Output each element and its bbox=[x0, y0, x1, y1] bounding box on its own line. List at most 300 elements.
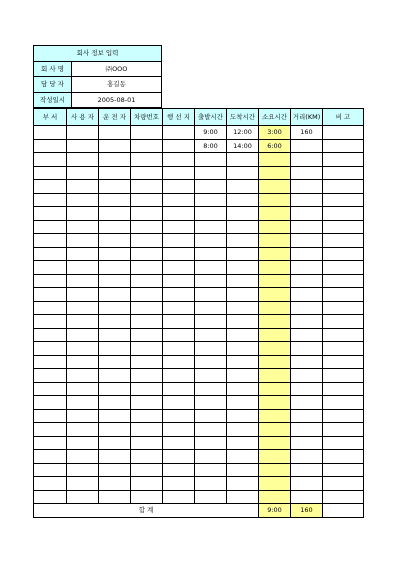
table-cell[interactable] bbox=[323, 288, 364, 302]
table-cell[interactable] bbox=[195, 328, 227, 342]
table-cell[interactable] bbox=[259, 153, 291, 167]
table-cell[interactable] bbox=[163, 193, 195, 207]
table-cell[interactable] bbox=[131, 247, 163, 261]
table-cell[interactable] bbox=[227, 247, 259, 261]
table-cell[interactable] bbox=[131, 180, 163, 194]
table-cell[interactable] bbox=[34, 355, 67, 369]
table-cell[interactable] bbox=[99, 477, 131, 491]
table-cell[interactable] bbox=[34, 247, 67, 261]
table-cell[interactable] bbox=[34, 274, 67, 288]
table-cell[interactable] bbox=[227, 369, 259, 383]
table-cell[interactable] bbox=[195, 409, 227, 423]
table-cell[interactable] bbox=[67, 207, 99, 221]
table-cell[interactable] bbox=[99, 382, 131, 396]
table-cell[interactable] bbox=[163, 234, 195, 248]
table-cell[interactable]: 3:00 bbox=[259, 126, 291, 140]
table-cell[interactable] bbox=[195, 369, 227, 383]
table-cell[interactable] bbox=[291, 180, 323, 194]
table-cell[interactable] bbox=[163, 288, 195, 302]
table-cell[interactable] bbox=[291, 463, 323, 477]
table-cell[interactable] bbox=[131, 153, 163, 167]
table-cell[interactable] bbox=[99, 261, 131, 275]
table-cell[interactable] bbox=[227, 436, 259, 450]
table-cell[interactable] bbox=[291, 382, 323, 396]
table-cell[interactable] bbox=[323, 207, 364, 221]
table-cell[interactable] bbox=[34, 436, 67, 450]
table-cell[interactable] bbox=[227, 409, 259, 423]
table-cell[interactable] bbox=[34, 369, 67, 383]
table-cell[interactable] bbox=[323, 247, 364, 261]
table-cell[interactable] bbox=[259, 166, 291, 180]
table-cell[interactable] bbox=[131, 423, 163, 437]
table-cell[interactable] bbox=[227, 261, 259, 275]
table-cell[interactable] bbox=[323, 193, 364, 207]
table-cell[interactable] bbox=[67, 220, 99, 234]
table-cell[interactable] bbox=[323, 166, 364, 180]
table-cell[interactable] bbox=[227, 166, 259, 180]
table-cell[interactable] bbox=[163, 261, 195, 275]
table-cell[interactable] bbox=[195, 423, 227, 437]
table-cell[interactable] bbox=[67, 423, 99, 437]
table-cell[interactable] bbox=[99, 180, 131, 194]
table-cell[interactable] bbox=[67, 490, 99, 504]
table-cell[interactable] bbox=[67, 355, 99, 369]
table-cell[interactable] bbox=[259, 477, 291, 491]
table-cell[interactable] bbox=[131, 315, 163, 329]
table-cell[interactable] bbox=[259, 315, 291, 329]
table-cell[interactable] bbox=[34, 396, 67, 410]
table-header-row bbox=[34, 109, 364, 126]
table-cell[interactable] bbox=[34, 315, 67, 329]
table-cell[interactable] bbox=[163, 153, 195, 167]
table-cell[interactable] bbox=[67, 274, 99, 288]
table-cell[interactable] bbox=[163, 207, 195, 221]
table-cell[interactable] bbox=[163, 274, 195, 288]
table-cell[interactable] bbox=[291, 261, 323, 275]
table-cell[interactable] bbox=[323, 342, 364, 356]
table-cell[interactable] bbox=[291, 409, 323, 423]
table-cell[interactable] bbox=[323, 220, 364, 234]
table-cell[interactable] bbox=[163, 396, 195, 410]
table-cell[interactable] bbox=[195, 450, 227, 464]
table-cell[interactable] bbox=[259, 463, 291, 477]
table-cell[interactable] bbox=[67, 396, 99, 410]
table-cell[interactable] bbox=[99, 220, 131, 234]
table-cell[interactable] bbox=[34, 261, 67, 275]
table-cell[interactable] bbox=[291, 315, 323, 329]
table-cell[interactable] bbox=[131, 193, 163, 207]
table-cell[interactable] bbox=[131, 207, 163, 221]
column-header: 도착시간 bbox=[227, 109, 259, 126]
table-row bbox=[34, 450, 364, 464]
table-cell[interactable] bbox=[195, 315, 227, 329]
table-row bbox=[34, 220, 364, 234]
table-cell[interactable] bbox=[99, 139, 131, 153]
table-cell[interactable] bbox=[227, 423, 259, 437]
table-cell[interactable] bbox=[291, 274, 323, 288]
table-cell[interactable] bbox=[34, 301, 67, 315]
total-duration: 9:00 bbox=[259, 504, 291, 518]
table-cell[interactable] bbox=[163, 342, 195, 356]
table-cell[interactable] bbox=[163, 463, 195, 477]
table-cell[interactable] bbox=[99, 288, 131, 302]
table-cell[interactable] bbox=[67, 382, 99, 396]
table-cell[interactable] bbox=[34, 220, 67, 234]
table-cell[interactable] bbox=[291, 342, 323, 356]
table-cell[interactable] bbox=[195, 288, 227, 302]
table-cell[interactable] bbox=[323, 328, 364, 342]
table-cell[interactable] bbox=[227, 220, 259, 234]
table-cell[interactable] bbox=[131, 288, 163, 302]
table-cell[interactable] bbox=[99, 153, 131, 167]
table-cell[interactable] bbox=[131, 409, 163, 423]
table-cell[interactable] bbox=[131, 369, 163, 383]
table-cell[interactable] bbox=[67, 166, 99, 180]
table-cell[interactable] bbox=[67, 436, 99, 450]
table-cell[interactable] bbox=[163, 409, 195, 423]
table-cell[interactable] bbox=[227, 180, 259, 194]
table-cell[interactable] bbox=[67, 153, 99, 167]
table-cell[interactable] bbox=[34, 288, 67, 302]
table-cell[interactable] bbox=[323, 355, 364, 369]
table-cell[interactable]: 160 bbox=[291, 126, 323, 140]
table-cell[interactable] bbox=[195, 490, 227, 504]
table-cell[interactable] bbox=[323, 153, 364, 167]
table-cell[interactable] bbox=[291, 490, 323, 504]
column-header: 사 용 자 bbox=[67, 109, 99, 126]
table-cell[interactable]: 9:00 bbox=[195, 126, 227, 140]
table-cell[interactable] bbox=[291, 328, 323, 342]
table-cell[interactable] bbox=[131, 234, 163, 248]
table-cell[interactable] bbox=[99, 274, 131, 288]
table-cell[interactable] bbox=[163, 315, 195, 329]
table-cell[interactable] bbox=[34, 450, 67, 464]
table-cell[interactable] bbox=[323, 369, 364, 383]
table-cell[interactable] bbox=[67, 180, 99, 194]
table-cell[interactable] bbox=[323, 139, 364, 153]
table-cell[interactable] bbox=[131, 450, 163, 464]
table-cell[interactable] bbox=[323, 409, 364, 423]
table-cell[interactable] bbox=[163, 355, 195, 369]
table-cell[interactable] bbox=[163, 247, 195, 261]
table-cell[interactable] bbox=[34, 193, 67, 207]
table-cell[interactable] bbox=[131, 342, 163, 356]
total-note[interactable] bbox=[323, 504, 364, 518]
table-cell[interactable] bbox=[131, 166, 163, 180]
table-cell[interactable] bbox=[163, 477, 195, 491]
table-cell[interactable] bbox=[291, 193, 323, 207]
table-cell[interactable] bbox=[259, 288, 291, 302]
table-cell[interactable] bbox=[323, 261, 364, 275]
table-cell[interactable] bbox=[323, 477, 364, 491]
table-cell[interactable] bbox=[227, 463, 259, 477]
table-cell[interactable] bbox=[323, 396, 364, 410]
table-cell[interactable] bbox=[323, 180, 364, 194]
table-cell[interactable] bbox=[163, 139, 195, 153]
table-cell[interactable] bbox=[195, 274, 227, 288]
table-cell[interactable] bbox=[67, 315, 99, 329]
table-cell[interactable] bbox=[195, 463, 227, 477]
table-cell[interactable] bbox=[99, 369, 131, 383]
table-cell[interactable] bbox=[99, 126, 131, 140]
table-cell[interactable] bbox=[227, 355, 259, 369]
table-cell[interactable] bbox=[259, 261, 291, 275]
manager-label: 담 당 자 bbox=[34, 77, 72, 93]
table-cell[interactable] bbox=[259, 220, 291, 234]
table-cell[interactable] bbox=[227, 234, 259, 248]
table-cell[interactable] bbox=[34, 166, 67, 180]
table-cell[interactable] bbox=[259, 274, 291, 288]
table-cell[interactable] bbox=[131, 436, 163, 450]
table-cell[interactable]: 14:00 bbox=[227, 139, 259, 153]
table-cell[interactable] bbox=[67, 261, 99, 275]
table-cell[interactable] bbox=[291, 288, 323, 302]
table-cell[interactable] bbox=[99, 355, 131, 369]
table-cell[interactable] bbox=[323, 450, 364, 464]
table-cell[interactable] bbox=[323, 436, 364, 450]
table-cell[interactable] bbox=[163, 166, 195, 180]
table-cell[interactable] bbox=[227, 450, 259, 464]
table-cell[interactable] bbox=[291, 450, 323, 464]
table-cell[interactable] bbox=[34, 234, 67, 248]
table-cell[interactable] bbox=[227, 315, 259, 329]
table-cell[interactable] bbox=[291, 423, 323, 437]
table-cell[interactable] bbox=[291, 247, 323, 261]
table-cell[interactable] bbox=[34, 207, 67, 221]
table-cell[interactable] bbox=[131, 328, 163, 342]
table-cell[interactable] bbox=[291, 355, 323, 369]
table-cell[interactable] bbox=[131, 396, 163, 410]
manager-value[interactable]: 홍길동 bbox=[72, 77, 162, 93]
table-cell[interactable] bbox=[195, 301, 227, 315]
table-cell[interactable] bbox=[99, 463, 131, 477]
table-cell[interactable] bbox=[291, 153, 323, 167]
table-row bbox=[34, 288, 364, 302]
table-cell[interactable] bbox=[323, 315, 364, 329]
table-cell[interactable] bbox=[227, 342, 259, 356]
table-row bbox=[34, 477, 364, 491]
table-cell[interactable] bbox=[323, 463, 364, 477]
table-cell[interactable] bbox=[67, 247, 99, 261]
table-cell[interactable] bbox=[227, 382, 259, 396]
table-cell[interactable] bbox=[131, 477, 163, 491]
table-cell[interactable] bbox=[259, 396, 291, 410]
table-cell[interactable] bbox=[291, 234, 323, 248]
table-cell[interactable] bbox=[323, 423, 364, 437]
table-cell[interactable] bbox=[99, 234, 131, 248]
table-cell[interactable] bbox=[99, 193, 131, 207]
table-cell[interactable] bbox=[195, 234, 227, 248]
table-cell[interactable] bbox=[227, 153, 259, 167]
table-cell[interactable] bbox=[99, 247, 131, 261]
table-cell[interactable] bbox=[227, 328, 259, 342]
table-cell[interactable] bbox=[227, 477, 259, 491]
table-cell[interactable] bbox=[34, 126, 67, 140]
table-cell[interactable] bbox=[131, 301, 163, 315]
table-cell[interactable]: 12:00 bbox=[227, 126, 259, 140]
table-cell[interactable] bbox=[34, 477, 67, 491]
total-label: 합 계 bbox=[34, 504, 259, 518]
table-cell[interactable] bbox=[259, 193, 291, 207]
table-cell[interactable] bbox=[195, 220, 227, 234]
table-cell[interactable] bbox=[67, 409, 99, 423]
table-cell[interactable] bbox=[99, 166, 131, 180]
table-cell[interactable] bbox=[163, 436, 195, 450]
table-cell[interactable] bbox=[34, 490, 67, 504]
table-cell[interactable]: 8:00 bbox=[195, 139, 227, 153]
table-cell[interactable] bbox=[259, 301, 291, 315]
table-cell[interactable] bbox=[291, 436, 323, 450]
table-cell[interactable] bbox=[291, 220, 323, 234]
table-cell[interactable] bbox=[195, 247, 227, 261]
table-cell[interactable] bbox=[291, 207, 323, 221]
table-cell[interactable] bbox=[99, 490, 131, 504]
table-cell[interactable] bbox=[131, 139, 163, 153]
table-cell[interactable] bbox=[227, 490, 259, 504]
table-cell[interactable] bbox=[291, 166, 323, 180]
table-cell[interactable] bbox=[291, 369, 323, 383]
table-cell[interactable] bbox=[99, 301, 131, 315]
table-cell[interactable] bbox=[99, 328, 131, 342]
table-cell[interactable] bbox=[259, 450, 291, 464]
table-cell[interactable] bbox=[67, 477, 99, 491]
table-cell[interactable] bbox=[99, 409, 131, 423]
table-row bbox=[34, 207, 364, 221]
table-cell[interactable] bbox=[227, 288, 259, 302]
table-cell[interactable] bbox=[195, 207, 227, 221]
table-cell[interactable] bbox=[259, 436, 291, 450]
table-cell[interactable] bbox=[227, 193, 259, 207]
table-cell[interactable] bbox=[99, 342, 131, 356]
company-name-value[interactable]: ㈜OOO bbox=[72, 61, 162, 77]
table-cell[interactable] bbox=[131, 220, 163, 234]
table-cell[interactable] bbox=[34, 180, 67, 194]
table-cell[interactable] bbox=[99, 450, 131, 464]
table-cell[interactable] bbox=[195, 477, 227, 491]
table-cell[interactable] bbox=[34, 409, 67, 423]
table-cell[interactable] bbox=[259, 423, 291, 437]
table-cell[interactable] bbox=[227, 301, 259, 315]
table-cell[interactable] bbox=[195, 382, 227, 396]
table-cell[interactable] bbox=[291, 139, 323, 153]
table-cell[interactable] bbox=[163, 423, 195, 437]
table-cell[interactable] bbox=[67, 463, 99, 477]
table-cell[interactable] bbox=[67, 301, 99, 315]
table-cell[interactable] bbox=[67, 369, 99, 383]
table-cell[interactable] bbox=[67, 288, 99, 302]
table-cell[interactable] bbox=[195, 166, 227, 180]
table-cell[interactable] bbox=[131, 382, 163, 396]
table-cell[interactable] bbox=[131, 126, 163, 140]
table-cell[interactable] bbox=[323, 234, 364, 248]
table-cell[interactable] bbox=[259, 369, 291, 383]
table-cell[interactable] bbox=[67, 450, 99, 464]
table-cell[interactable] bbox=[195, 436, 227, 450]
table-cell[interactable] bbox=[163, 220, 195, 234]
table-cell[interactable] bbox=[67, 126, 99, 140]
table-cell[interactable] bbox=[163, 301, 195, 315]
table-cell[interactable] bbox=[34, 423, 67, 437]
table-cell[interactable] bbox=[323, 490, 364, 504]
table-cell[interactable] bbox=[131, 355, 163, 369]
table-cell[interactable] bbox=[34, 153, 67, 167]
table-cell[interactable] bbox=[163, 490, 195, 504]
column-header: 비 고 bbox=[323, 109, 364, 126]
table-cell[interactable] bbox=[67, 234, 99, 248]
table-cell[interactable] bbox=[195, 355, 227, 369]
table-cell[interactable] bbox=[227, 396, 259, 410]
table-cell[interactable] bbox=[291, 477, 323, 491]
table-cell[interactable] bbox=[34, 382, 67, 396]
table-cell[interactable] bbox=[163, 382, 195, 396]
table-cell[interactable] bbox=[131, 463, 163, 477]
table-cell[interactable] bbox=[259, 207, 291, 221]
table-cell[interactable] bbox=[99, 396, 131, 410]
table-cell[interactable] bbox=[99, 315, 131, 329]
table-cell[interactable] bbox=[259, 409, 291, 423]
table-cell[interactable] bbox=[259, 490, 291, 504]
table-cell[interactable] bbox=[163, 180, 195, 194]
table-cell[interactable] bbox=[195, 342, 227, 356]
table-cell[interactable] bbox=[259, 247, 291, 261]
table-cell[interactable] bbox=[163, 126, 195, 140]
company-info-title: 회사 정보 입력 bbox=[34, 46, 162, 62]
table-cell[interactable] bbox=[34, 342, 67, 356]
table-cell[interactable] bbox=[195, 153, 227, 167]
table-cell[interactable] bbox=[67, 193, 99, 207]
table-cell[interactable] bbox=[227, 274, 259, 288]
table-cell[interactable] bbox=[323, 382, 364, 396]
table-cell[interactable] bbox=[195, 180, 227, 194]
table-cell[interactable] bbox=[34, 463, 67, 477]
table-cell[interactable] bbox=[163, 369, 195, 383]
written-date-value[interactable]: 2005-08-01 bbox=[72, 92, 162, 108]
table-cell[interactable] bbox=[291, 396, 323, 410]
table-cell[interactable] bbox=[259, 180, 291, 194]
table-row bbox=[34, 355, 364, 369]
table-cell[interactable] bbox=[163, 328, 195, 342]
table-cell[interactable] bbox=[67, 328, 99, 342]
table-cell[interactable] bbox=[34, 139, 67, 153]
table-cell[interactable] bbox=[99, 423, 131, 437]
table-cell[interactable] bbox=[99, 436, 131, 450]
table-cell[interactable] bbox=[259, 382, 291, 396]
table-cell[interactable] bbox=[195, 396, 227, 410]
table-cell[interactable] bbox=[131, 274, 163, 288]
table-cell[interactable] bbox=[163, 450, 195, 464]
table-cell[interactable] bbox=[291, 301, 323, 315]
table-cell[interactable] bbox=[195, 261, 227, 275]
column-header: 출발시간 bbox=[195, 109, 227, 126]
table-cell[interactable] bbox=[67, 342, 99, 356]
table-cell[interactable] bbox=[67, 139, 99, 153]
table-cell[interactable] bbox=[195, 193, 227, 207]
table-cell[interactable] bbox=[323, 126, 364, 140]
table-cell[interactable] bbox=[259, 328, 291, 342]
table-cell[interactable]: 6:00 bbox=[259, 139, 291, 153]
table-cell[interactable] bbox=[323, 301, 364, 315]
table-cell[interactable] bbox=[34, 328, 67, 342]
table-cell[interactable] bbox=[131, 261, 163, 275]
table-row bbox=[34, 436, 364, 450]
table-cell[interactable] bbox=[323, 274, 364, 288]
table-cell[interactable] bbox=[99, 207, 131, 221]
table-cell[interactable] bbox=[259, 355, 291, 369]
table-cell[interactable] bbox=[259, 234, 291, 248]
table-cell[interactable] bbox=[259, 342, 291, 356]
table-cell[interactable] bbox=[131, 490, 163, 504]
table-cell[interactable] bbox=[227, 207, 259, 221]
